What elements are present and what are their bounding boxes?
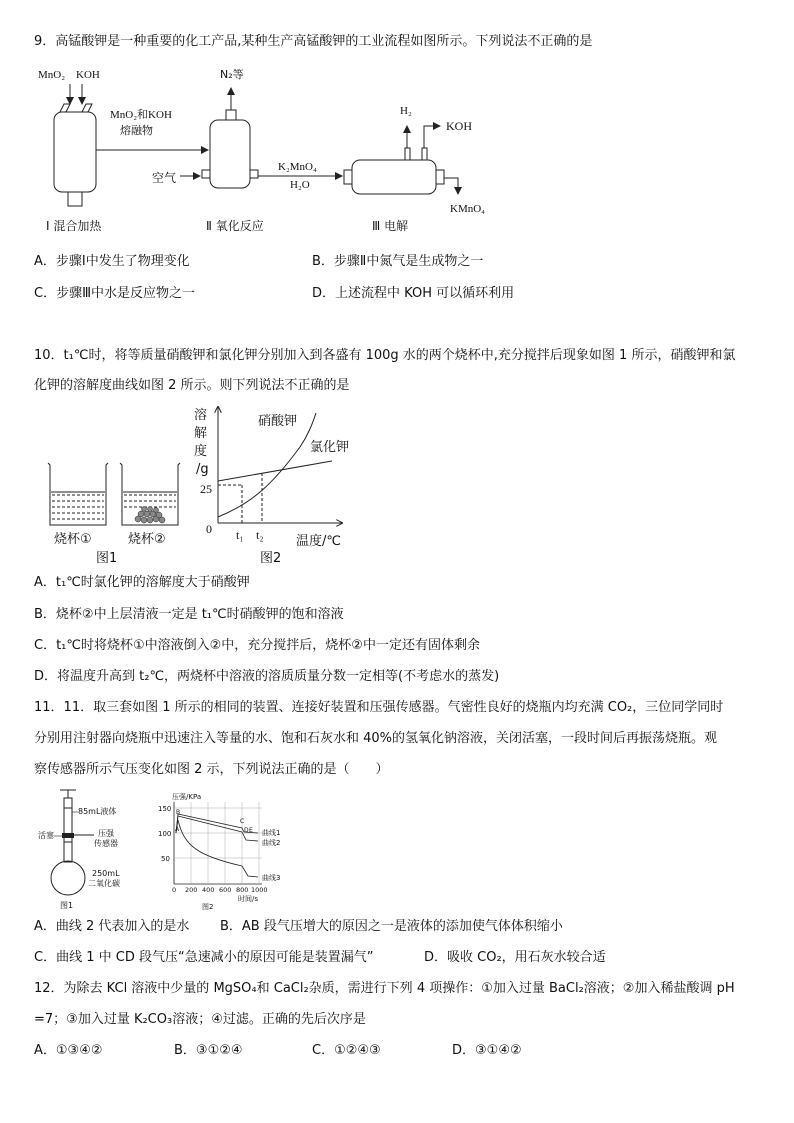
q9-option-b: B．步骤Ⅱ中氮气是生成物之一: [312, 254, 484, 269]
q12-stem-line1: 12．为除去 KCl 溶液中少量的 MgSO₄和 CaCl₂杂质，需进行下列 4 项操作：①加入过量 BaCl₂溶液；②加入稀盐酸调 pH: [34, 981, 735, 996]
q10-beaker1: [48, 463, 108, 525]
q10-option-b: B．烧杯②中上层清液一定是 t₁℃时硝酸钾的饱和溶液: [34, 607, 344, 622]
q10-t2-label: t₂: [256, 528, 264, 542]
q10-option-d: D．将温度升高到 t₂℃，两烧杯中溶液的溶质质量分数一定相等(不考虑水的蒸发): [34, 669, 500, 684]
q10-beaker2: [120, 463, 180, 525]
q11-figure1-apparatus: [36, 786, 146, 910]
q11-ytick-50: 50: [161, 855, 170, 863]
q11-point-c: C: [240, 818, 245, 825]
q11-ylabel: 压强/KPa: [172, 793, 202, 801]
q9-koh-out-label: KOH: [446, 119, 472, 133]
q10-ylabel-4: /g: [196, 462, 209, 477]
q11-xtick-200: 200: [185, 886, 198, 894]
q9-h2-label: H₂: [400, 105, 412, 117]
q11-sensor-label-2: 传感器: [94, 839, 118, 848]
q9-electrolysis-cell: [344, 148, 444, 194]
q9-flow-diagram: [30, 60, 500, 240]
q11-figure2-pressure-chart: [158, 790, 288, 912]
q11-fig1-caption: 图1: [60, 901, 74, 910]
q9-step2-label: Ⅱ 氧化反应: [206, 219, 264, 233]
q10-kcl-label: 氯化钾: [310, 440, 350, 455]
q10-ylabel-3: 度: [194, 444, 208, 459]
q11-stem-line1: 11．11．取三套如图 1 所示的相同的装置、连接好装置和压强传感器。气密性良好的烧瓶内均充满 CO₂，三位同学同时: [34, 700, 724, 715]
q9-option-c: C．步骤Ⅲ中水是反应物之一: [34, 286, 196, 301]
q11-sensor-label-1: 压强: [98, 829, 114, 838]
q11-curve-label-1: 曲线1: [262, 829, 281, 837]
q11-point-b: B: [176, 809, 181, 816]
q11-point-d: D: [244, 827, 249, 834]
q10-t1-label: t₁: [236, 528, 244, 542]
q9-stem: 9．高锰酸钾是一种重要的化工产品,某种生产高锰酸钾的工业流程如图所示。下列说法不正确的是: [34, 34, 593, 49]
q9-input-mno2: MnO₂: [38, 69, 66, 81]
q11-valve-label: 活塞: [38, 831, 54, 840]
q9-k2mno4-label: K₂MnO₄: [278, 161, 317, 173]
q10-beaker1-label: 烧杯①: [54, 532, 92, 547]
q11-curve-label-3: 曲线3: [262, 874, 281, 882]
q12-stem-line2: =7；③加入过量 K₂CO₃溶液；④过滤。正确的先后次序是: [34, 1012, 366, 1027]
q11-flask: [51, 842, 85, 895]
q11-xtick-400: 400: [202, 886, 215, 894]
q11-curve-label-2: 曲线2: [262, 839, 281, 847]
q9-n2-label: N₂等: [220, 68, 244, 81]
q10-figure1-beakers: [40, 455, 190, 570]
q10-xlabel: 温度/℃: [296, 534, 341, 549]
q9-option-d: D．上述流程中 KOH 可以循环利用: [312, 286, 515, 301]
q12-option-a: A．①③④②: [34, 1043, 103, 1058]
q12-option-c: C．①②④③: [312, 1043, 381, 1058]
q11-point-e: E: [249, 827, 253, 834]
q11-xtick-800: 800: [236, 886, 249, 894]
q9-melt-label: MnO₂和KOH: [110, 109, 172, 121]
q9-input-koh: KOH: [76, 69, 100, 81]
q11-option-b: B．AB 段气压增大的原因之一是液体的添加使气体体积缩小: [220, 919, 563, 934]
q10-beaker2-label: 烧杯②: [128, 532, 166, 547]
q10-ylabel-2: 解: [194, 426, 208, 441]
q9-kmno4-label: KMnO₄: [450, 203, 486, 215]
q11-stem-line3: 察传感器所示气压变化如图 2 示，下列说法正确的是（ ）: [34, 762, 389, 777]
q9-step3-label: Ⅲ 电解: [372, 219, 409, 233]
q9-air-label: 空气: [152, 171, 177, 185]
q11-option-d: D．吸收 CO₂，用石灰水较合适: [424, 950, 606, 965]
q10-stem-line1: 10．t₁℃时，将等质量硝酸钾和氯化钾分别加入到各盛有 100g 水的两个烧杯中,充分搅拌后现象如图 1 所示，硝酸钾和氯: [34, 348, 736, 363]
q11-fig2-caption: 图2: [202, 903, 214, 911]
q9-mixer-vessel: [54, 104, 96, 206]
q11-flask-label-2: 二氧化碳: [88, 879, 120, 888]
q11-option-a: A．曲线 2 代表加入的是水: [34, 919, 190, 934]
q10-option-c: C．t₁℃时将烧杯①中溶液倒入②中，充分搅拌后，烧杯②中一定还有固体剩余: [34, 638, 480, 653]
q9-melt-label2: 熔融物: [120, 124, 153, 137]
q10-ytick-25: 25: [200, 482, 212, 496]
q11-xlabel: 时间/s: [238, 895, 259, 903]
q10-origin: 0: [206, 522, 212, 536]
q10-kno3-label: 硝酸钾: [258, 414, 298, 429]
q10-fig2-caption: 图2: [260, 551, 282, 566]
q11-liquid-label: 85mL液体: [78, 807, 117, 816]
q12-option-b: B．③①②④: [174, 1043, 243, 1058]
q9-oxidation-vessel: [202, 110, 258, 188]
q10-option-a: A．t₁℃时氯化钾的溶解度大于硝酸钾: [34, 575, 250, 590]
q11-xtick-0: 0: [172, 886, 177, 894]
q10-figure2-solubility-chart: [192, 405, 362, 575]
q9-step1-label: I 混合加热: [46, 219, 102, 233]
q10-stem-line2: 化钾的溶解度曲线如图 2 所示。则下列说法不正确的是: [34, 378, 350, 393]
q9-h2o-label: H₂O: [290, 179, 310, 191]
q11-flask-label-1: 250mL: [92, 869, 120, 878]
q10-ylabel-1: 溶: [194, 408, 208, 423]
q12-option-d: D．③①④②: [452, 1043, 522, 1058]
q11-stem-line2: 分别用注射器向烧瓶中迅速注入等量的水、饱和石灰水和 40%的氢氧化钠溶液，关闭活塞，一段时间后再振荡烧瓶。观: [34, 731, 718, 746]
q11-ytick-100: 100: [158, 830, 172, 838]
q11-option-c: C．曲线 1 中 CD 段气压“急速减小的原因可能是装置漏气”: [34, 950, 374, 965]
q11-point-a: A: [175, 826, 180, 833]
q11-xtick-1000: 1000: [251, 886, 268, 894]
q11-xtick-600: 600: [219, 886, 232, 894]
q9-option-a: A．步骤Ⅰ中发生了物理变化: [34, 254, 190, 269]
q10-fig1-caption: 图1: [96, 551, 118, 566]
q11-ytick-150: 150: [158, 805, 172, 813]
